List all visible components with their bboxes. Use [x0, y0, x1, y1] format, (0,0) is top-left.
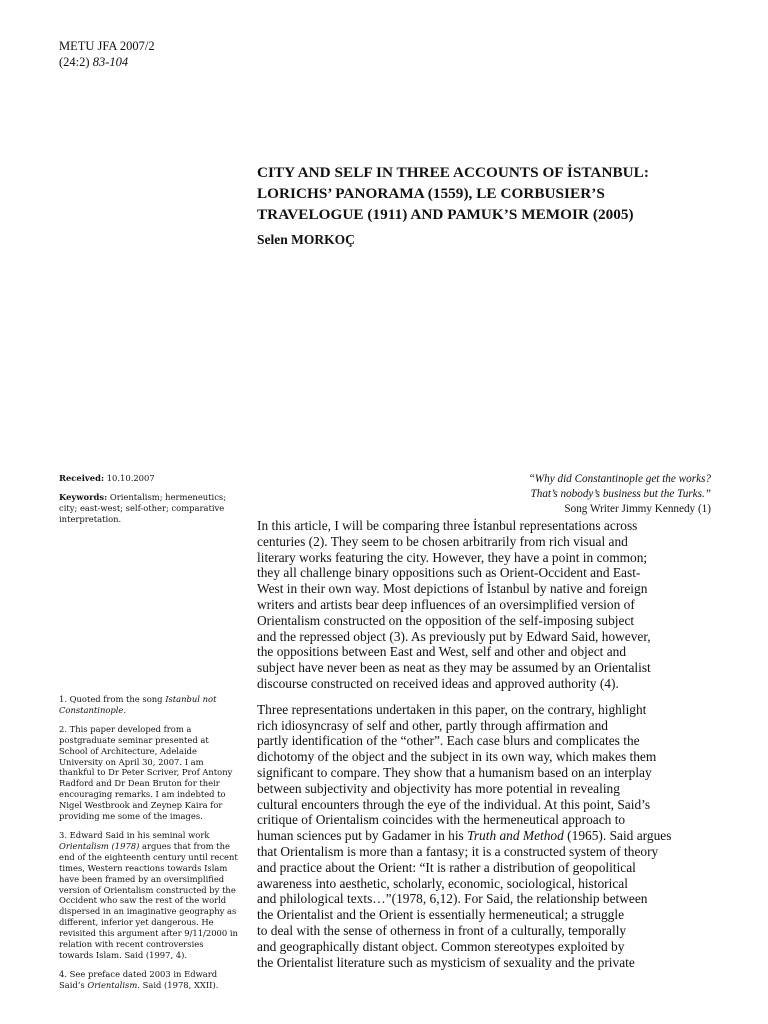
keywords: Keywords: Orientalism; hermeneutics; city; east-west; self-other; comparative interpretation.	[59, 492, 227, 524]
paragraph-1	[257, 518, 715, 692]
journal-issue: METU JFA 2007/2	[59, 39, 155, 53]
received-date: Received: 10.10.2007	[59, 473, 155, 483]
text-line: the oppositions between East and West, self and other and object and	[257, 644, 627, 660]
text-line: cultural encounters through the eye of the individual. At this point, Said’s	[257, 796, 651, 812]
text-line: Three representations undertaken in this paper, on the contrary, highlight	[257, 701, 647, 717]
footnote-ref: (1)	[697, 503, 711, 515]
text-line: significant to compare. They show that a humanism based on an interplay	[257, 764, 652, 780]
text-line: and practice about the Orient: “It is rather a distribution of geopolitical	[257, 859, 636, 875]
book-title: Truth and Method	[467, 828, 564, 844]
footnotes	[59, 694, 239, 999]
epigraph-attribution: Song Writer Jimmy Kennedy (1)	[564, 503, 711, 515]
journal-pages: 83-104	[92, 55, 129, 69]
epigraph	[411, 472, 711, 517]
footnote-3: 3. Edward Said in his seminal work Orientalism (1978) argues that from the end of the eighteenth century until recent times, Western reactions towards Islam have been framed by an oversimplified version of Orientalism constructed by the Occident who saw the rest of the world dispersed in an imaginative geography as different, inferior yet dangerous. He revisited this argument after 9/11/2000 in relation with recent controversies towards Islam. Said (1997, 4).	[59, 829, 238, 960]
text-line: literary works featuring the city. However, they have a point in common;	[257, 549, 648, 565]
author-name: Selen MORKOÇ	[257, 232, 355, 247]
epigraph-line: “Why did Constantinople get the works?	[528, 473, 711, 485]
text-line: and geographically distant object. Common stereotypes exploited by	[257, 938, 625, 954]
text-line: to deal with the sense of otherness in front of a culturally, temporally	[257, 922, 627, 938]
text-line: centuries (2). They seem to be chosen arbitrarily from rich visual and	[257, 533, 628, 549]
text-line: between subjectivity and objectivity has more potential in revealing	[257, 780, 620, 796]
footnote-1: 1. Quoted from the song Istanbul not Constantinople.	[59, 694, 217, 715]
footnote-4: 4. See preface dated 2003 in Edward Said’s Orientalism. Said (1978, XXII).	[59, 968, 219, 990]
body-text	[257, 518, 715, 980]
text-line: Orientalism constructed on the opposition of the self-imposing subject	[257, 612, 635, 628]
text-line: discourse constructed on received ideas and approved authority (4).	[257, 675, 619, 691]
text-line: rich idiosyncrasy of self and other, partly through affirmation and	[257, 717, 608, 733]
title-line: TRAVELOGUE (1911) AND PAMUK’S MEMOIR (2005)	[257, 206, 634, 223]
text-line: critique of Orientalism coincides with the hermeneutical approach to	[257, 812, 626, 828]
text-line: they all challenge binary oppositions such as Orient-Occident and East-	[257, 565, 641, 581]
text-line: human sciences put by Gadamer in his Truth and Method (1965). Said argues	[257, 828, 672, 844]
text-line: the Orientalist and the Orient is essentially hermeneutical; a struggle	[257, 907, 625, 923]
text-line: and the repressed object (3). As previously put by Edward Said, however,	[257, 628, 651, 644]
journal-volume: (24:2) 83-104	[59, 55, 129, 69]
article-title	[257, 162, 727, 225]
title-block	[257, 162, 727, 248]
text-line: that Orientalism is more than a fantasy; it is a constructed system of theory	[257, 843, 659, 859]
article-meta	[59, 473, 234, 533]
title-line: CITY AND SELF IN THREE ACCOUNTS OF İSTANBUL:	[257, 164, 649, 181]
text-line: In this article, I will be comparing three İstanbul representations across	[257, 518, 638, 533]
text-line: West in their own way. Most depictions of İstanbul by native and foreign	[257, 581, 648, 597]
text-line: and philological texts…”(1978, 6,12). For Said, the relationship between	[257, 891, 648, 907]
title-line: LORICHS’ PANORAMA (1559), LE CORBUSIER’S	[257, 185, 605, 202]
text-line: the Orientalist literature such as mysticism of sexuality and the private	[257, 954, 635, 970]
text-line: dichotomy of the object and the subject in its own way, which makes them	[257, 749, 657, 765]
text-line: writers and artists bear deep influences of an oversimplified version of	[257, 596, 635, 612]
text-line: awareness into aesthetic, scholarly, economic, sociological, historical	[257, 875, 628, 891]
text-line: partly identification of the “other”. Each case blurs and complicates the	[257, 733, 640, 749]
epigraph-line: That’s nobody’s business but the Turks.”	[530, 488, 711, 500]
journal-info	[59, 38, 155, 70]
paragraph-2	[257, 702, 715, 971]
footnote-2: 2. This paper developed from a postgraduate seminar presented at School of Architecture, Adelaide University on April 30, 2007. I am thankful to Dr Peter Scriver, Prof Antony Radford and Dr Dean Bruton for their encouraging remarks. I am indebted to Nigel Westbrook and Zeynep Kaira for providing me some of the images.	[59, 723, 233, 822]
text-line: subject have never been as neat as they may be assumed by an Orientalist	[257, 660, 651, 676]
